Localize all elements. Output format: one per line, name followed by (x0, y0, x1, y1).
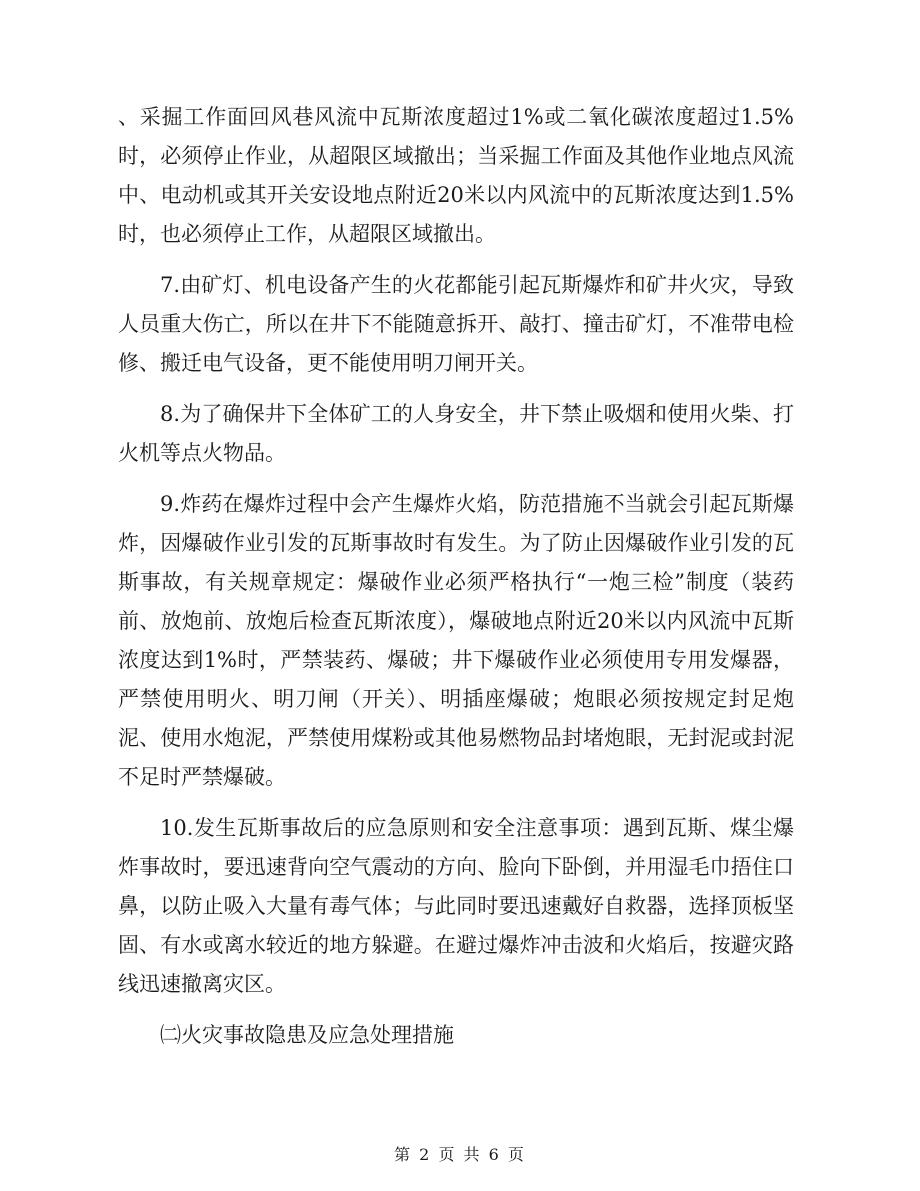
page-footer: 第 2 页 共 6 页 (394, 1145, 526, 1164)
section-heading: ㈡火灾事故隐患及应急处理措施 (160, 1023, 454, 1047)
paragraph-4: 9.炸药在爆炸过程中会产生爆炸火焰，防范措施不当就会引起瓦斯爆炸，因爆破作业引发的瓦斯事故时有发生。为了防止因爆破作业引发的瓦斯事故，有关规章规定：爆破作业必须严格执行“一炮三检”制度（装药前、放炮前、放炮后检查瓦斯浓度），爆破地点附近20米以内风流中瓦斯浓度达到1%时，严禁装药、爆破；井下爆破作业必须使用专用发爆器，严禁使用明火、明刀闸（开关）、明插座爆破；炮眼必须按规定封足炮泥、使用水炮泥，严禁使用煤粉或其他易燃物品封堵炮眼，无封泥或封泥不足时严禁爆破。 (118, 492, 794, 789)
paragraph-1: 、采掘工作面回风巷风流中瓦斯浓度超过1%或二氧化碳浓度超过1.5%时，必须停止作业，从超限区域撤出；当采掘工作面及其他作业地点风流中、电动机或其开关安设地点附近20米以内风流中的瓦斯浓度达到1.5%时，也必须停止工作，从超限区域撤出。 (118, 105, 794, 246)
paragraph-2: 7.由矿灯、机电设备产生的火花都能引起瓦斯爆炸和矿井火灾，导致人员重大伤亡，所以在井下不能随意拆开、敲打、撞击矿灯，不准带电检修、搬迁电气设备，更不能使用明刀闸开关。 (118, 273, 794, 375)
document-body (118, 98, 794, 1067)
paragraph-5: 10.发生瓦斯事故后的应急原则和安全注意事项：遇到瓦斯、煤尘爆炸事故时，要迅速背向空气震动的方向、脸向下卧倒，并用湿毛巾捂住口鼻，以防止吸入大量有毒气体；与此同时要迅速戴好自救器，选择顶板坚固、有水或离水较近的地方躲避。在避过爆炸冲击波和火焰后，按避灾路线迅速撤离灾区。 (118, 816, 794, 996)
paragraph-3: 8.为了确保井下全体矿工的人身安全，井下禁止吸烟和使用火柴、打火机等点火物品。 (118, 402, 794, 465)
